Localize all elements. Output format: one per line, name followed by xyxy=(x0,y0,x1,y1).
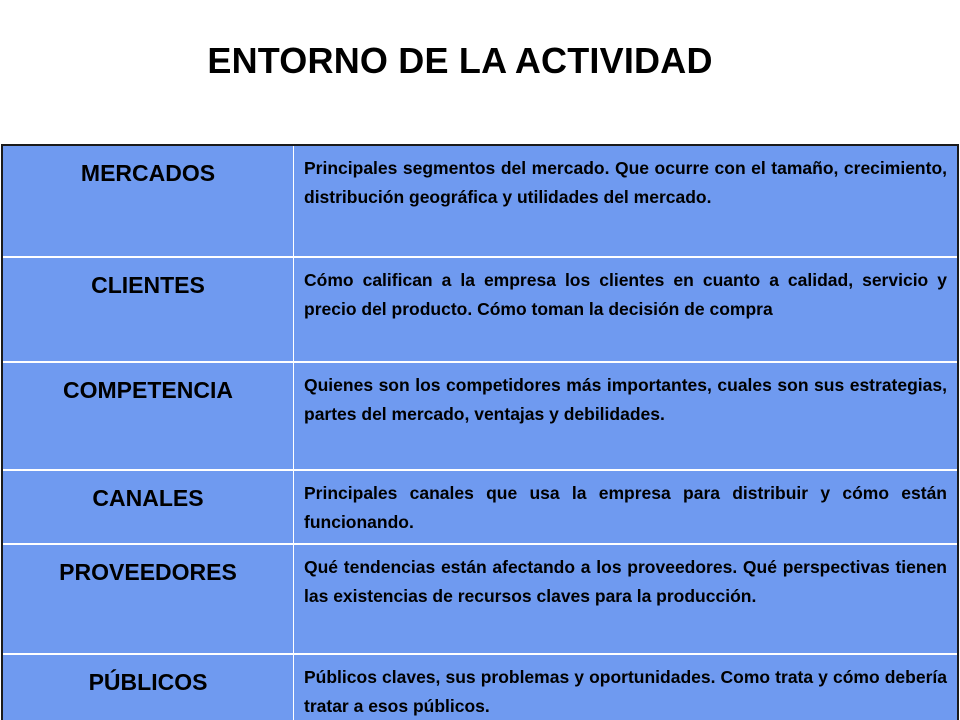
row-description: Cómo califican a la empresa los clientes en cuanto a calidad, servicio y precio del producto. Cómo toman la decisión de compra xyxy=(294,257,959,362)
page-title: ENTORNO DE LA ACTIVIDAD xyxy=(207,40,713,81)
row-description: Qué tendencias están afectando a los proveedores. Qué perspectivas tienen las existencias de recursos claves para la producción. xyxy=(294,544,959,654)
row-description: Principales canales que usa la empresa para distribuir y cómo están funcionando. xyxy=(294,470,959,544)
row-description: Quienes son los competidores más importantes, cuales son sus estrategias, partes del mercado, ventajas y debilidades. xyxy=(294,362,959,470)
environment-table xyxy=(1,144,959,720)
table-row xyxy=(2,362,958,470)
row-label: MERCADOS xyxy=(2,145,294,257)
table-row xyxy=(2,257,958,362)
row-label: PÚBLICOS xyxy=(2,654,294,720)
row-label: CANALES xyxy=(2,470,294,544)
table-row xyxy=(2,470,958,544)
row-label: COMPETENCIA xyxy=(2,362,294,470)
row-label: CLIENTES xyxy=(2,257,294,362)
table-row xyxy=(2,544,958,654)
row-description: Principales segmentos del mercado. Que ocurre con el tamaño, crecimiento, distribución geográfica y utilidades del mercado. xyxy=(294,145,959,257)
table-row xyxy=(2,654,958,720)
row-description: Públicos claves, sus problemas y oportunidades. Como trata y cómo debería tratar a esos públicos. xyxy=(294,654,959,720)
row-label: PROVEEDORES xyxy=(2,544,294,654)
table-row xyxy=(2,145,958,257)
